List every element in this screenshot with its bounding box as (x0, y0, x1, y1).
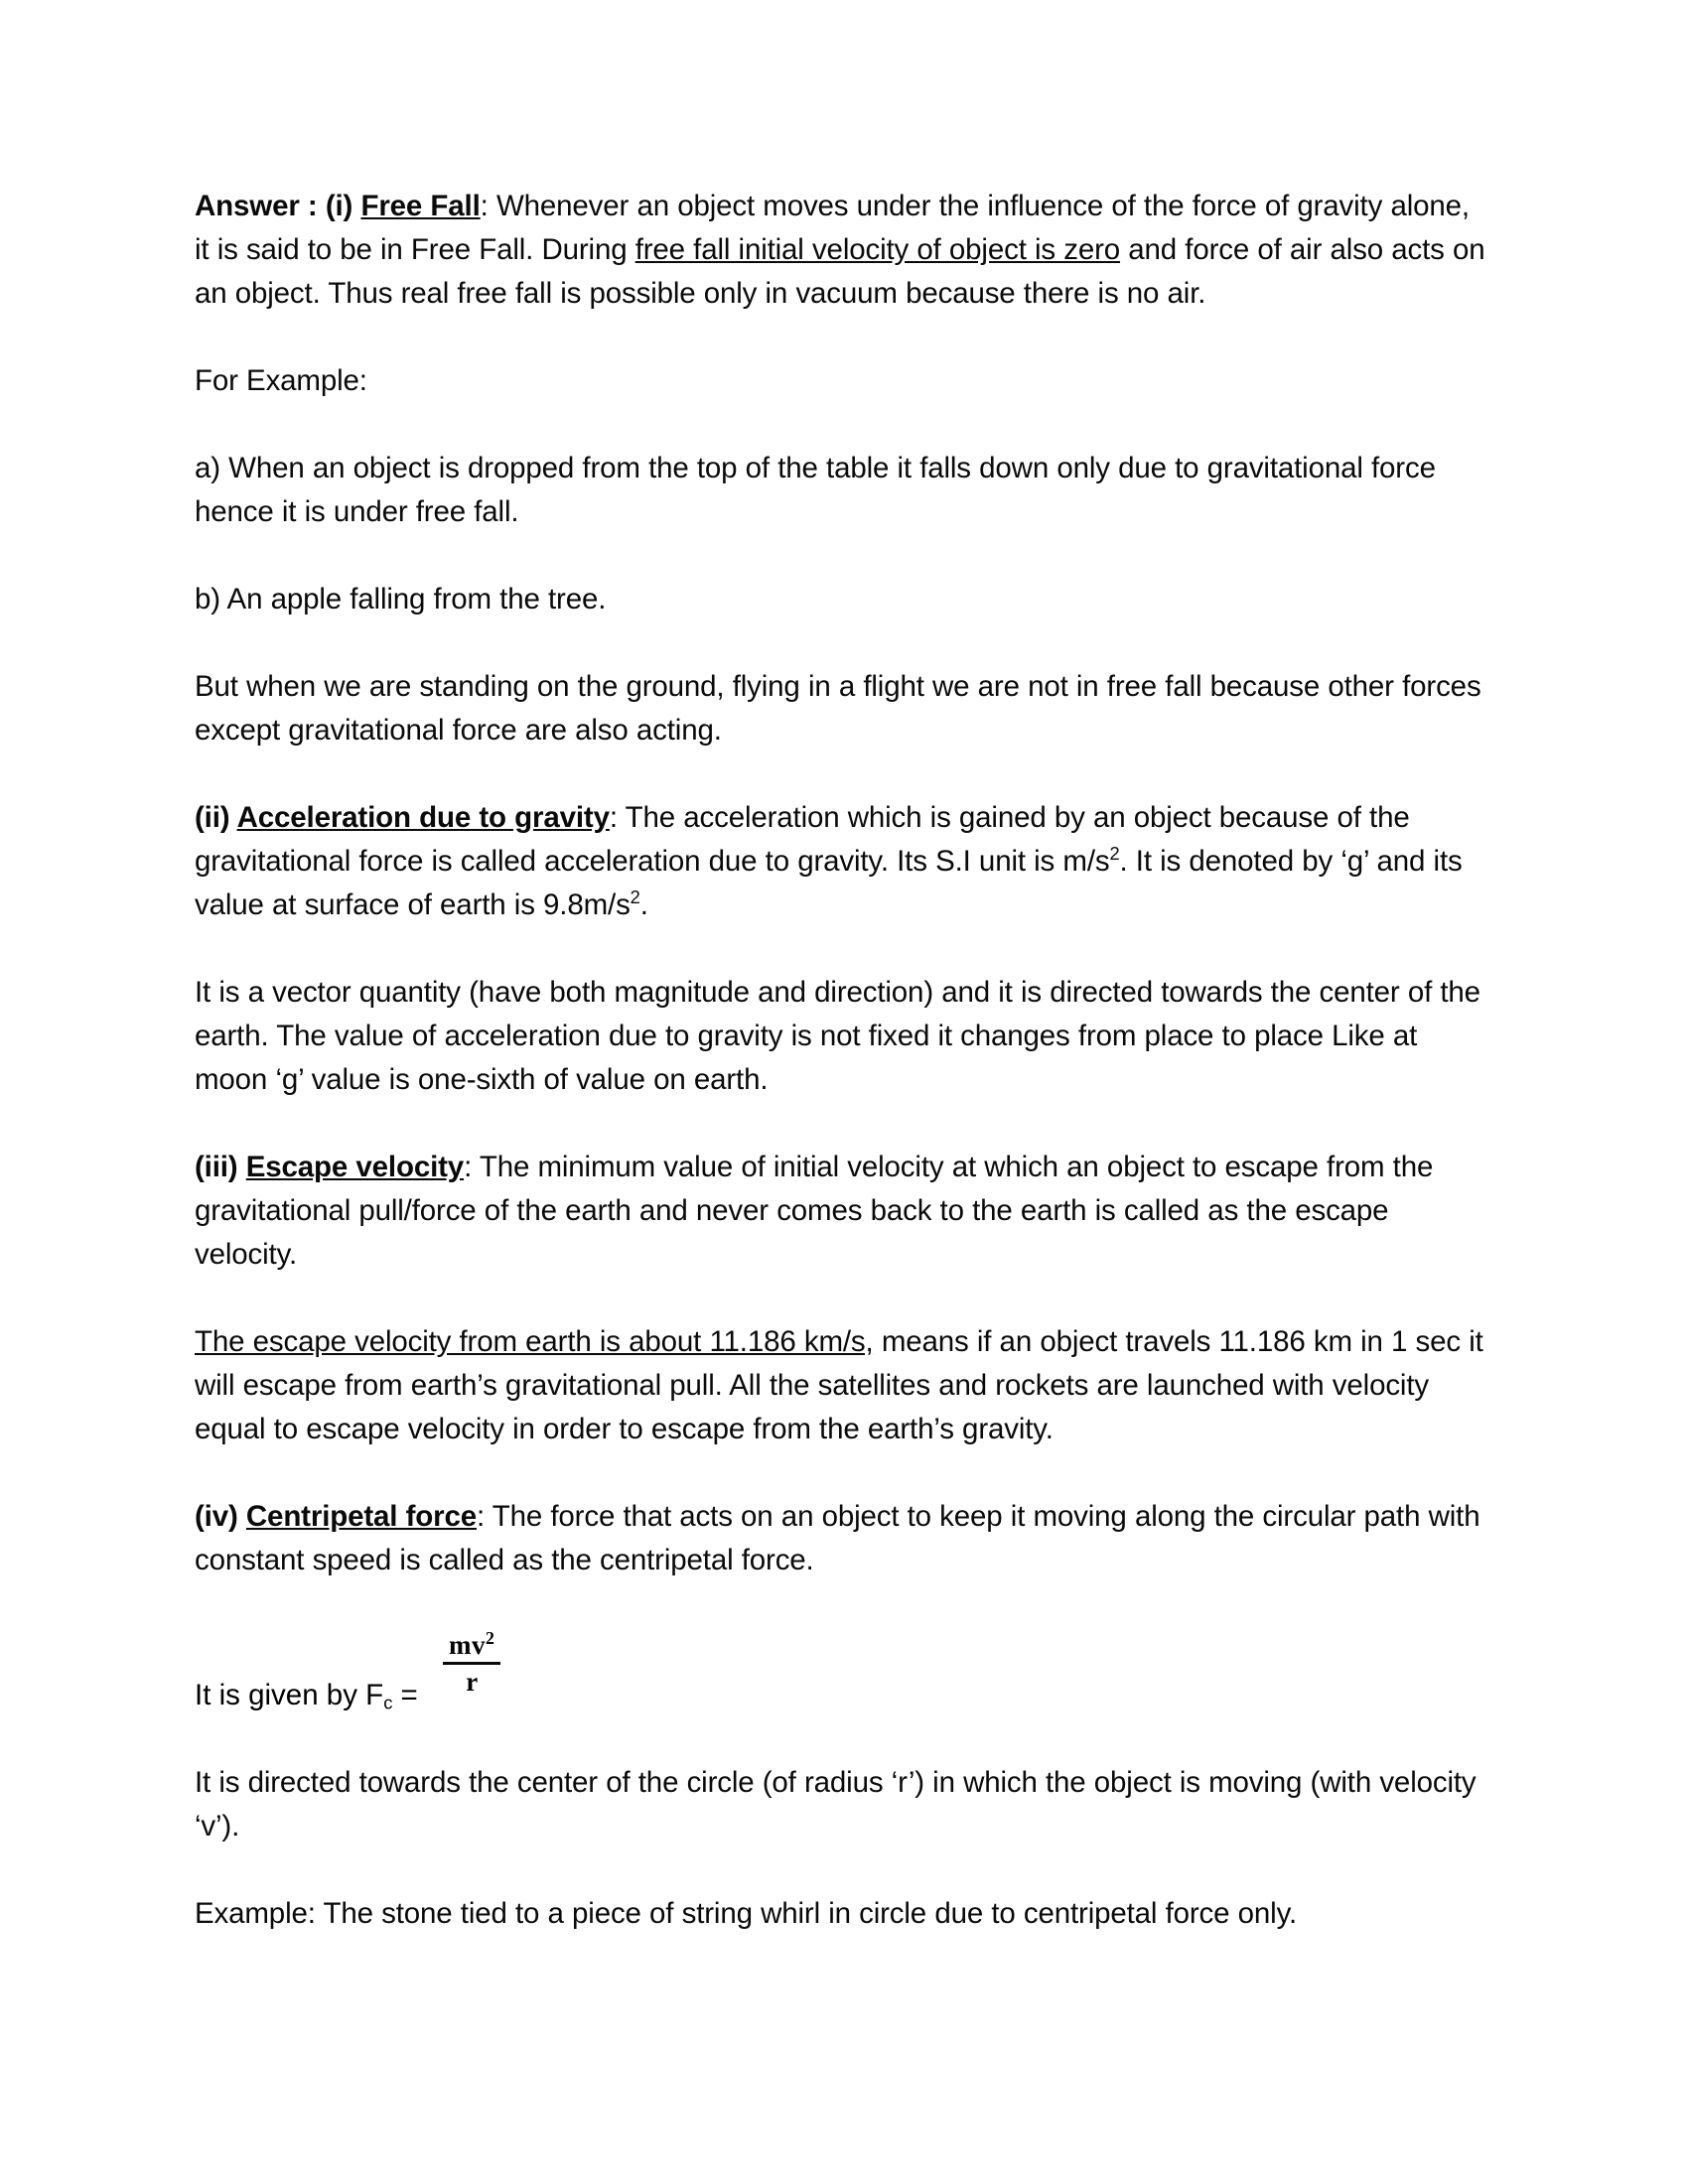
formula-subscript-c: c (383, 1692, 393, 1713)
spacer (195, 1277, 1485, 1320)
paragraph-for-example: For Example: (195, 364, 367, 397)
fraction-denominator: r (466, 1666, 479, 1697)
fraction-numerator-text: mv (449, 1630, 486, 1660)
acceleration-body-part2: . It is denoted by ‘g’ and its value at surface of earth is 9.8m/s (195, 845, 1463, 921)
formula-equals-sign: = (392, 1679, 418, 1711)
superscript-two-first: 2 (1109, 843, 1120, 865)
answer-label: Answer : (i) (195, 190, 361, 222)
formula-centripetal-force (195, 1626, 1485, 1717)
spacer (195, 1848, 1485, 1892)
heading-escape-velocity: Escape velocity (245, 1151, 465, 1183)
roman-label-ii: (ii) (195, 801, 237, 834)
spacer (195, 621, 1485, 665)
paragraph-centripetal-force (195, 1495, 1485, 1582)
paragraph-but-when: But when we are standing on the ground, flying in a flight we are not in free fall because other forces except gravitational force are also acting. (195, 670, 1481, 747)
spacer (195, 927, 1485, 971)
heading-free-fall: Free Fall (360, 190, 481, 222)
centripetal-force-body: : The force that acts on an object to keep it moving along the circular path with constant speed is called as the centripetal force. (195, 1500, 1480, 1576)
paragraph-vector-quantity: It is a vector quantity (have both magnitude and direction) and it is directed towards the center of the earth. The value of acceleration due to gravity is not fixed it changes from place to place Like at moon ‘g’ value is one-sixth of value on earth. (195, 976, 1480, 1096)
paragraph-free-fall (195, 185, 1485, 316)
paragraph-directed-towards-center: It is directed towards the center of the circle (of radius ‘r’) in which the object is moving (with velocity ‘v’). (195, 1766, 1477, 1843)
spacer (195, 403, 1485, 447)
free-fall-body-after: and force of air also acts on an object. Thus real free fall is possible only in vacuum because there is no air. (195, 233, 1485, 310)
document-body (195, 185, 1485, 1936)
free-fall-body: : Whenever an object moves under the influence of the force of gravity alone, it is said to be in Free Fall. During (195, 190, 1470, 266)
heading-centripetal-force: Centripetal force (245, 1500, 477, 1533)
paragraph-example-b: b) An apple falling from the tree. (195, 583, 607, 615)
paragraph-acceleration-due-to-gravity (195, 796, 1485, 927)
escape-velocity-body-after: means if an object travels 11.186 km in 1 sec it will escape from earth’s gravitational pull. All the satellites and rockets are launched with velocity equal to escape velocity in order to escape from the earth’s gravity. (195, 1325, 1483, 1445)
formula-fraction (443, 1628, 500, 1697)
spacer (195, 752, 1485, 796)
fraction-numerator-superscript: 2 (486, 1628, 495, 1648)
paragraph-escape-velocity (195, 1146, 1485, 1277)
paragraph-example-stone: Example: The stone tied to a piece of string whirl in circle due to centripetal force only. (195, 1897, 1298, 1930)
free-fall-underlined-phrase: free fall initial velocity of object is zero (634, 233, 1121, 266)
escape-velocity-body: : The minimum value of initial velocity at which an object to escape from the gravitational pull/force of the earth and never comes back to the earth is called as the escape velocity. (195, 1151, 1434, 1271)
spacer (195, 1102, 1485, 1146)
acceleration-body-part1: : The acceleration which is gained by an object because of the gravitational force is called acceleration due to gravity. Its S.I unit is m/s (195, 801, 1410, 878)
roman-label-iii: (iii) (195, 1151, 246, 1183)
escape-velocity-underlined-phrase: The escape velocity from earth is about 11.186 km/s, (195, 1325, 874, 1358)
paragraph-example-a: a) When an object is dropped from the top of the table it falls down only due to gravitational force hence it is under free fall. (195, 452, 1436, 528)
spacer (195, 1717, 1485, 1761)
acceleration-body-part3: . (639, 888, 648, 921)
superscript-two-second: 2 (630, 887, 640, 908)
roman-label-iv: (iv) (195, 1500, 246, 1533)
formula-lead-label: It is given by F (195, 1679, 384, 1711)
spacer (195, 1582, 1485, 1626)
spacer (195, 1451, 1485, 1495)
formula-lead-text (195, 1674, 418, 1717)
spacer (195, 316, 1485, 359)
spacer (195, 534, 1485, 578)
paragraph-escape-velocity-value (195, 1320, 1485, 1451)
heading-acceleration-due-to-gravity: Acceleration due to gravity (236, 801, 610, 834)
fraction-numerator (443, 1628, 500, 1662)
